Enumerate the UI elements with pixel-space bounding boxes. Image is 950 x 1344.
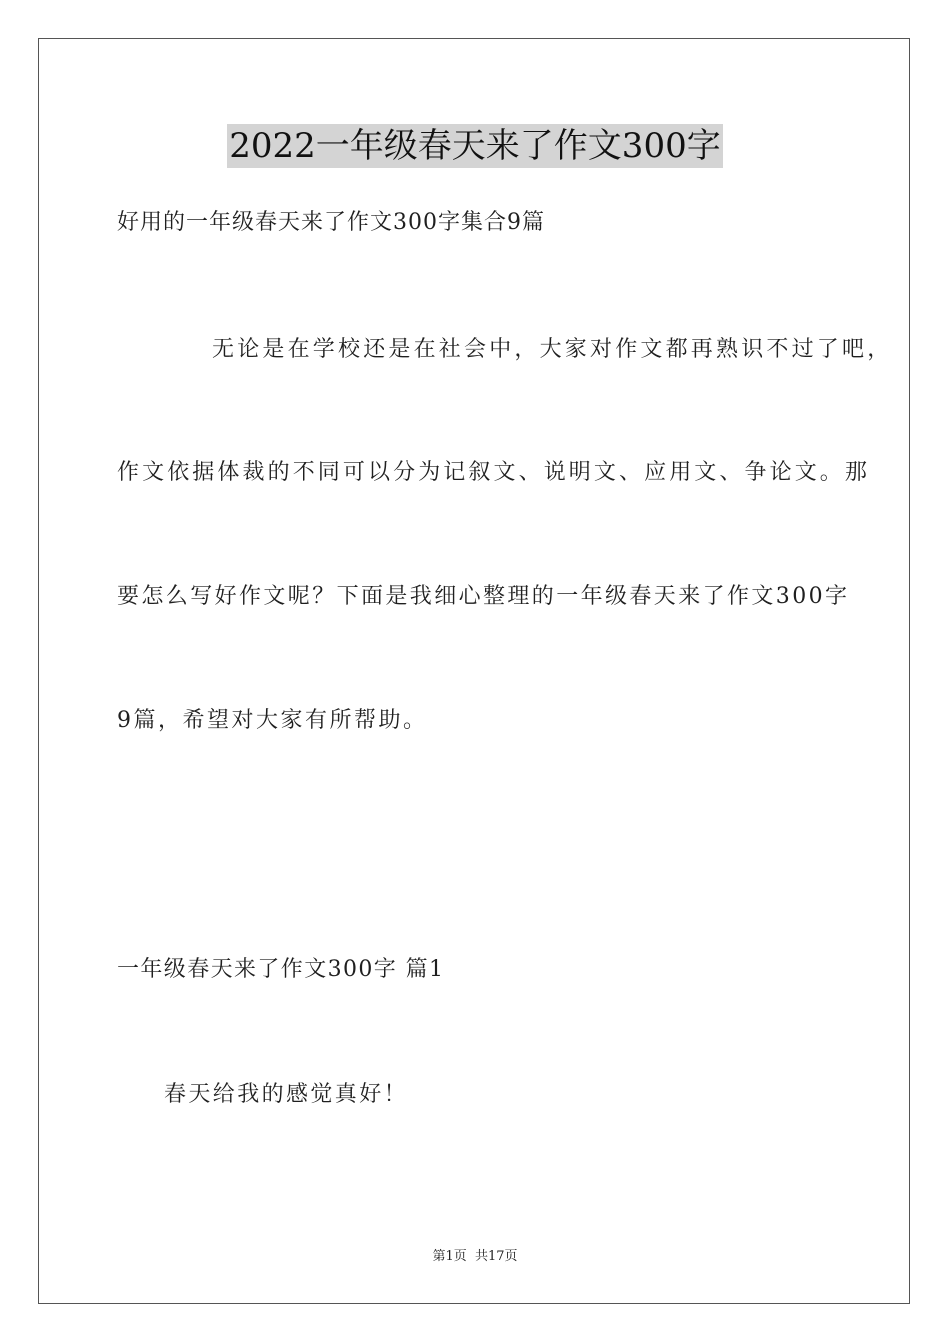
- title-container: [0, 124, 950, 168]
- intro-line-4: 9篇，希望对大家有所帮助。: [117, 708, 428, 733]
- document-subtitle: 好用的一年级春天来了作文300字集合9篇: [117, 210, 545, 235]
- intro-line-3: 要怎么写好作文呢？下面是我细心整理的一年级春天来了作文300字: [117, 584, 850, 609]
- document-title: 2022一年级春天来了作文300字: [229, 126, 721, 166]
- page-footer: 第1页 共17页: [432, 1249, 518, 1264]
- intro-line-2: 作文依据体裁的不同可以分为记叙文、说明文、应用文、争论文。那: [117, 460, 871, 485]
- intro-line-1: 无论是在学校还是在社会中，大家对作文都再熟识不过了吧，: [212, 337, 893, 362]
- section-paragraph-line: 春天给我的感觉真好！: [164, 1082, 409, 1107]
- section-heading: 一年级春天来了作文300字 篇1: [117, 957, 445, 982]
